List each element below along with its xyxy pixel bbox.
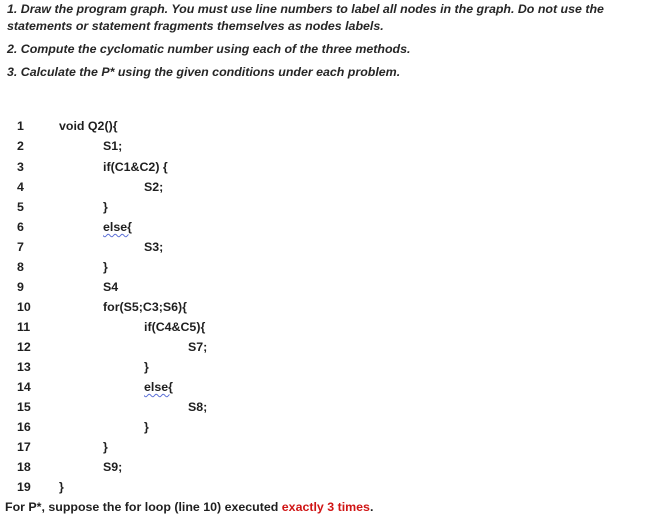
statement: S2; [144, 180, 164, 194]
code-line [0, 300, 648, 320]
statement: S8; [188, 400, 208, 414]
code-line [0, 460, 648, 480]
line-number: 4 [17, 180, 24, 194]
line-number: 5 [17, 200, 24, 214]
instruction-3: 3. Calculate the P* using the given conditions under each problem. [7, 65, 401, 79]
statement [59, 119, 118, 133]
code-line [0, 380, 648, 400]
code-line [0, 320, 648, 340]
line-number: 10 [17, 300, 31, 314]
footer-highlight: exactly 3 times [281, 500, 370, 514]
instruction-1: 1. Draw the program graph. You must use line numbers to label all nodes in the graph. Do not use the statements or statement fragments themselves as nodes labels. [7, 2, 604, 33]
statement: } [103, 200, 108, 214]
line-number: 12 [17, 340, 31, 354]
line-number: 3 [17, 160, 24, 174]
statement: S7; [188, 340, 208, 354]
statement: } [144, 360, 149, 374]
code-line [0, 340, 648, 360]
statement: S9; [103, 460, 123, 474]
statement: S3; [144, 240, 164, 254]
code-line [0, 440, 648, 460]
line-number: 9 [17, 280, 24, 294]
line-number: 8 [17, 260, 24, 274]
line-number: 18 [17, 460, 31, 474]
statement: else{ [144, 380, 173, 394]
code-line [0, 480, 648, 500]
statement-text: void Q2(){ [59, 119, 118, 133]
statement: for(S5;C3;S6){ [103, 300, 187, 314]
line-number: 2 [17, 139, 24, 153]
code-line [0, 360, 648, 380]
line-number: 13 [17, 360, 31, 374]
code-line [0, 400, 648, 420]
code-line [0, 180, 648, 200]
code-line [0, 220, 648, 240]
footer-note [5, 500, 373, 514]
code-line [0, 420, 648, 440]
line-number: 17 [17, 440, 31, 454]
line-number: 19 [17, 480, 31, 494]
code-line [0, 139, 648, 159]
line-number: 1 [17, 119, 24, 133]
statement: if(C4&C5){ [144, 320, 206, 334]
statement: } [144, 420, 149, 434]
statement: S4 [103, 280, 119, 294]
code-line [0, 119, 648, 139]
statement: if(C1&C2) { [103, 160, 168, 174]
code-line [0, 280, 648, 300]
code-line [0, 200, 648, 220]
statement: S1; [103, 139, 123, 153]
code-line [0, 260, 648, 280]
footer-suffix: . [369, 500, 374, 514]
line-number: 16 [17, 420, 31, 434]
line-number: 6 [17, 220, 24, 234]
code-line [0, 160, 648, 180]
statement: } [103, 440, 108, 454]
line-number: 14 [17, 380, 31, 394]
line-number: 7 [17, 240, 24, 254]
line-number: 11 [17, 320, 31, 334]
code-line [0, 240, 648, 260]
instruction-2: 2. Compute the cyclomatic number using each of the three methods. [7, 42, 411, 56]
line-number: 15 [17, 400, 31, 414]
statement: } [103, 260, 108, 274]
statement: else{ [103, 220, 132, 234]
footer-prefix: For P*, suppose the for loop (line 10) executed [5, 500, 282, 514]
statement: } [59, 480, 64, 494]
